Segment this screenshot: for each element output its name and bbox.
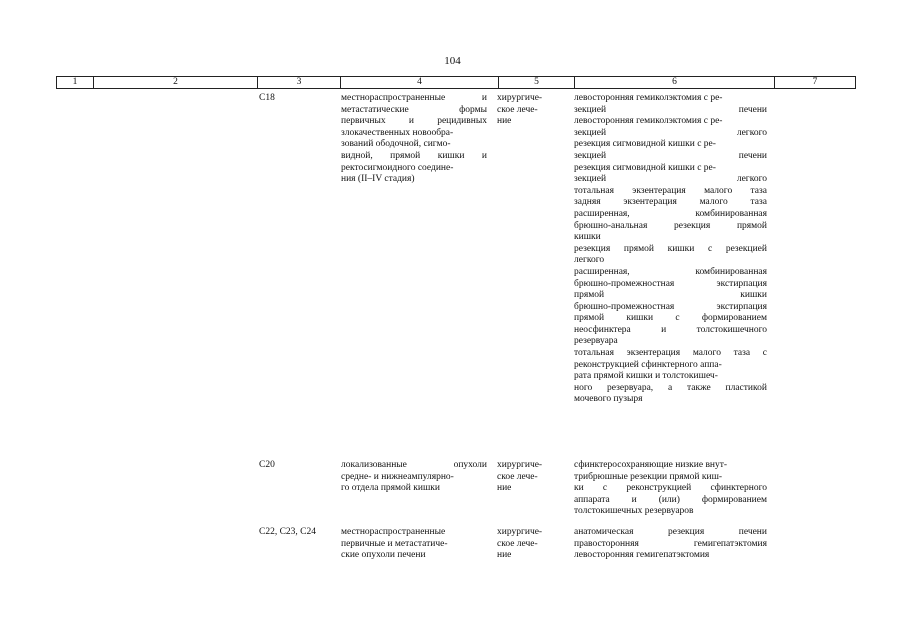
treatment-method-line: аппарата и (или) формированием: [574, 494, 767, 505]
column-number-1: 1: [57, 77, 94, 89]
treatment-method: [574, 527, 767, 562]
treatment-method-line: сфинктеросохраняющие низкие внут-: [574, 460, 728, 470]
treatment-method: [574, 93, 767, 406]
nosology-line: зований ободочной, сигмо-: [341, 139, 451, 150]
treatment-type-line: ское лече-: [497, 471, 538, 482]
treatment-method-line: резекция сигмовидной кишки с ре-: [574, 139, 716, 150]
treatment-type-line: хирургиче-: [497, 527, 543, 537]
nosology: [341, 527, 487, 562]
nosology: [341, 460, 487, 495]
treatment-method-line: зекцией печени: [574, 104, 767, 115]
treatment-type-line: ское лече-: [497, 104, 538, 115]
nosology-line: средне- и нижнеампулярно-: [341, 471, 454, 482]
treatment-method-line: зекцией легкого: [574, 174, 767, 185]
treatment-method-line: анатомическая резекция печени: [574, 527, 767, 537]
treatment-method-line: рата прямой кишки и толстокишеч-: [574, 371, 718, 382]
treatment-method-line: прямой кишки: [574, 290, 767, 301]
treatment-method-line: прямой кишки с формированием: [574, 313, 767, 324]
treatment-type-line: ние: [497, 116, 512, 127]
column-number-6: 6: [575, 77, 775, 89]
nosology: [341, 93, 487, 186]
treatment-method-line: ного резервуара, а также пластикой: [574, 382, 767, 393]
nosology-line: местнораспространенные: [341, 527, 446, 537]
icd-code: C20: [259, 460, 275, 470]
treatment-type: [497, 93, 564, 128]
column-number-header: [56, 76, 856, 89]
treatment-type-line: ние: [497, 483, 512, 494]
treatment-type-line: ние: [497, 550, 512, 561]
treatment-method-line: трибрюшные резекции прямой киш-: [574, 471, 723, 482]
treatment-method-line: зекцией печени: [574, 150, 767, 161]
nosology-line: видной, прямой кишки и: [341, 150, 487, 161]
page-number: 104: [444, 55, 461, 67]
column-number-4: 4: [341, 77, 499, 89]
nosology-line: первичные и метастатиче-: [341, 538, 448, 549]
treatment-type-line: хирургиче-: [497, 460, 543, 470]
treatment-method-line: резервуара: [574, 336, 618, 347]
treatment-method-line: левосторонняя гемигепатэктомия: [574, 550, 710, 561]
treatment-method-line: левосторонняя гемиколэктомия с ре-: [574, 93, 723, 103]
nosology-line: го отдела прямой кишки: [341, 483, 440, 494]
treatment-method-line: брюшно-анальная резекция прямой: [574, 220, 767, 231]
column-number-3: 3: [258, 77, 341, 89]
treatment-method-line: неосфинктера и толстокишечного: [574, 324, 767, 335]
treatment-method-line: резекция сигмовидной кишки с ре-: [574, 162, 716, 173]
nosology-line: ния (II–IV стадия): [341, 174, 415, 185]
nosology-line: локализованные опухоли: [341, 460, 487, 470]
nosology-line: местнораспространенные и: [341, 93, 487, 103]
treatment-method-line: легкого: [574, 255, 605, 266]
treatment-method-line: правосторонняя гемигепатэктомия: [574, 538, 767, 549]
nosology-line: ские опухоли печени: [341, 550, 426, 561]
treatment-method-line: реконструкцией сфинктерного аппа-: [574, 359, 722, 370]
treatment-method-line: ки с реконструкцией сфинктерного: [574, 483, 767, 494]
column-number-2: 2: [94, 77, 258, 89]
treatment-method: [574, 460, 767, 518]
nosology-line: злокачественных новообра-: [341, 127, 454, 138]
treatment-type-line: хирургиче-: [497, 93, 543, 103]
icd-code: C22, C23, C24: [259, 527, 317, 537]
treatment-method-line: тотальная экзентерация малого таза с: [574, 348, 767, 359]
column-number-7: 7: [775, 77, 856, 89]
treatment-method-line: толстокишечных резервуаров: [574, 506, 694, 517]
nosology-line: метастатические формы: [341, 104, 487, 115]
treatment-method-line: резекция прямой кишки с резекцией: [574, 243, 767, 254]
treatment-method-line: брюшно-промежностная экстирпация: [574, 301, 767, 312]
treatment-method-line: расширенная, комбинированная: [574, 266, 767, 277]
treatment-method-line: тотальная экзентерация малого таза: [574, 185, 767, 196]
nosology-line: ректосигмоидного соедине-: [341, 162, 454, 173]
nosology-line: первичных и рецидивных: [341, 116, 487, 127]
treatment-type-line: ское лече-: [497, 538, 538, 549]
treatment-method-line: задняя экзентерация малого таза: [574, 197, 767, 208]
treatment-method-line: брюшно-промежностная экстирпация: [574, 278, 767, 289]
treatment-method-line: зекцией легкого: [574, 127, 767, 138]
treatment-type: [497, 460, 564, 495]
icd-code: C18: [259, 93, 275, 103]
column-number-5: 5: [499, 77, 575, 89]
treatment-method-line: левосторонняя гемиколэктомия с ре-: [574, 116, 723, 127]
treatment-method-line: кишки: [574, 232, 601, 243]
treatment-method-line: мочевого пузыря: [574, 394, 643, 405]
treatment-method-line: расширенная, комбинированная: [574, 208, 767, 219]
treatment-type: [497, 527, 564, 562]
